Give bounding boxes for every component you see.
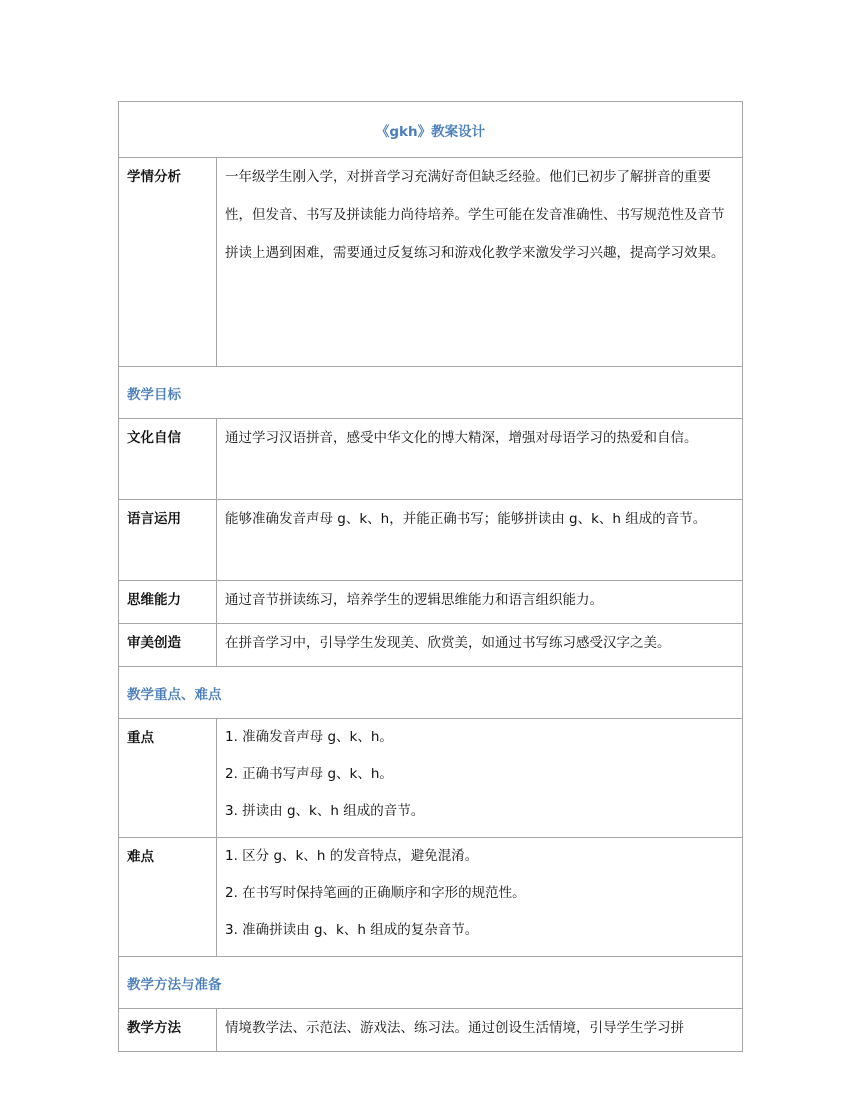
- methods-label: 教学方法: [119, 1009, 217, 1052]
- objective-label: 审美创造: [119, 624, 217, 667]
- title-row: [119, 102, 743, 158]
- section-title-keypoints: 教学重点、难点: [119, 667, 743, 719]
- objective-label: 思维能力: [119, 581, 217, 624]
- list-item: 1. 区分 g、k、h 的发音特点，避免混淆。: [225, 848, 479, 864]
- list-item: 3. 准确拼读由 g、k、h 组成的复杂音节。: [225, 922, 479, 938]
- document-title: 《gkh》教案设计: [119, 102, 743, 158]
- student-analysis-paragraph: 一年级学生刚入学，对拼音学习充满好奇但缺乏经验。他们已初步了解拼音的重要性，但发音、书写及拼读能力尚待培养。学生可能在发音准确性、书写规范性及音节拼读上遇到困难，需要通过反复练习和游戏化教学来激发学习兴趣，提高学习效果。: [225, 169, 725, 261]
- section-objectives-row: [119, 367, 743, 419]
- list-item: 3. 拼读由 g、k、h 组成的音节。: [225, 803, 425, 819]
- list-item: 2. 在书写时保持笔画的正确顺序和字形的规范性。: [225, 885, 526, 901]
- objective-row: [119, 624, 743, 667]
- student-analysis-text: [217, 158, 743, 367]
- difficulty-label: 难点: [119, 838, 217, 957]
- focus-label: 重点: [119, 719, 217, 838]
- objective-row: [119, 581, 743, 624]
- objective-row: [119, 419, 743, 500]
- student-analysis-label: 学情分析: [119, 158, 217, 367]
- focus-list: [217, 719, 743, 838]
- student-analysis-row: [119, 158, 743, 367]
- objective-text: 通过学习汉语拼音，感受中华文化的博大精深，增强对母语学习的热爱和自信。: [217, 419, 743, 500]
- section-title-objectives: 教学目标: [119, 367, 743, 419]
- section-keypoints-row: [119, 667, 743, 719]
- methods-row: [119, 1009, 743, 1052]
- difficulty-list: [217, 838, 743, 957]
- section-methods-row: [119, 957, 743, 1009]
- section-title-methods: 教学方法与准备: [119, 957, 743, 1009]
- focus-row: [119, 719, 743, 838]
- list-item: 1. 准确发音声母 g、k、h。: [225, 729, 393, 745]
- objective-label: 语言运用: [119, 500, 217, 581]
- list-item: 2. 正确书写声母 g、k、h。: [225, 766, 393, 782]
- difficulty-row: [119, 838, 743, 957]
- objective-row: [119, 500, 743, 581]
- objective-text: 在拼音学习中，引导学生发现美、欣赏美，如通过书写练习感受汉字之美。: [217, 624, 743, 667]
- lesson-plan-page: [118, 101, 742, 1052]
- methods-text: 情境教学法、示范法、游戏法、练习法。通过创设生活情境，引导学生学习拼: [217, 1009, 743, 1052]
- objective-text: 通过音节拼读练习，培养学生的逻辑思维能力和语言组织能力。: [217, 581, 743, 624]
- objective-label: 文化自信: [119, 419, 217, 500]
- objective-text: 能够准确发音声母 g、k、h，并能正确书写；能够拼读由 g、k、h 组成的音节。: [217, 500, 743, 581]
- lesson-plan-table: [118, 101, 743, 1052]
